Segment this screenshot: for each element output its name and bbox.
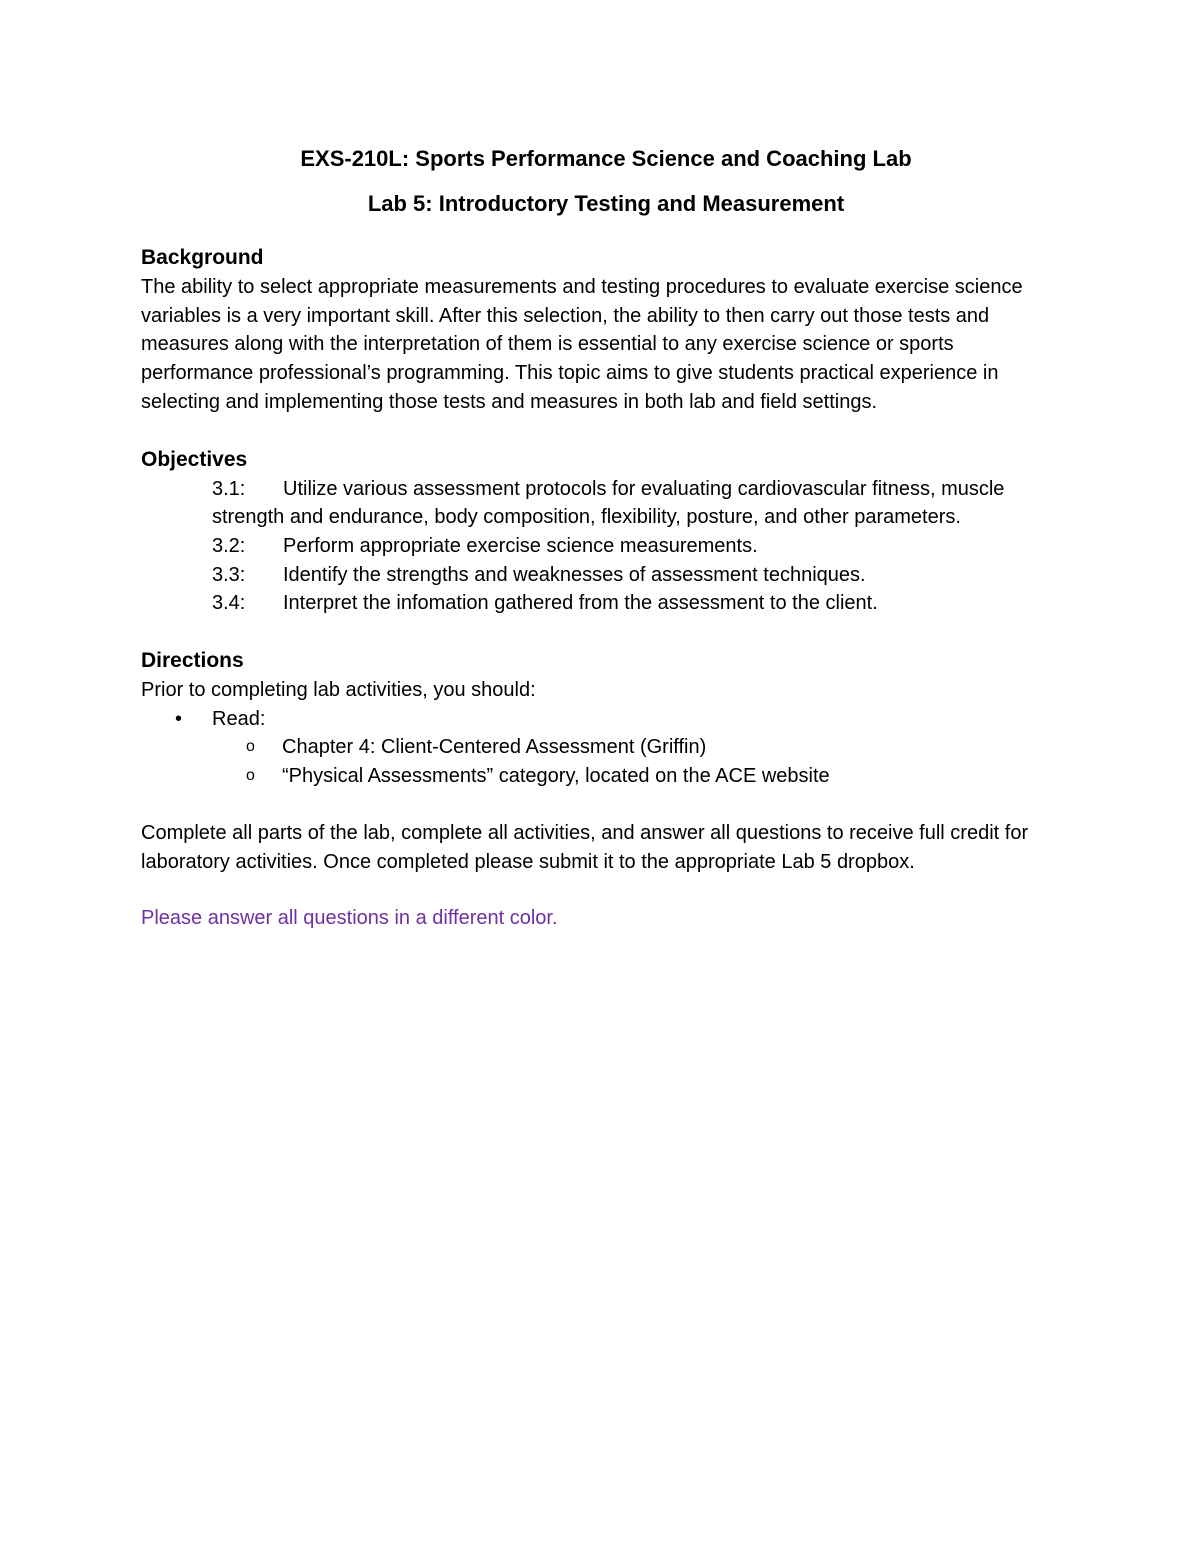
spacer: [141, 791, 1071, 819]
reading-sub-list: [141, 733, 1071, 790]
course-title: EXS-210L: Sports Performance Science and Coaching Lab: [300, 146, 912, 171]
sub-item-text: Chapter 4: Client-Centered Assessment (Griffin): [282, 736, 707, 759]
directions-intro: Prior to completing lab activities, you should:: [141, 679, 536, 702]
objectives-heading: Objectives: [141, 447, 248, 471]
sub-item-ace-website: [141, 762, 1071, 791]
bullet-label: Read:: [212, 707, 266, 730]
objective-number: 3.2:: [212, 534, 246, 557]
sub-item-chapter: [141, 733, 1071, 762]
spacer: [141, 876, 1071, 904]
objective-text: Utilize various assessment protocols for evaluating cardiovascular fitness, muscle strength and endurance, body composition, flexibility, posture, and other parameters.: [212, 477, 1005, 529]
objective-number: 3.4:: [212, 592, 246, 615]
background-heading: Background: [141, 246, 264, 269]
sub-item-text: “Physical Assessments” category, located on the ACE website: [282, 765, 830, 788]
bullet-item-read: [141, 705, 1071, 734]
objectives-list: [141, 475, 1071, 619]
objective-item: [212, 561, 1071, 590]
objective-text: Identify the strengths and weaknesses of assessment techniques.: [283, 563, 866, 586]
document-body: [141, 144, 1071, 933]
objective-item: [212, 475, 1071, 532]
objective-item: [212, 532, 1071, 561]
hollow-bullet-icon: o: [246, 738, 255, 756]
directions-bullet-list: [141, 705, 1071, 734]
directions-heading: Directions: [141, 649, 244, 673]
objective-text: Interpret the infomation gathered from the assessment to the client.: [283, 592, 878, 615]
lab-title: Lab 5: Introductory Testing and Measurement: [367, 191, 845, 216]
objective-text: Perform appropriate exercise science measurements.: [283, 534, 758, 557]
spacer: [141, 618, 1071, 646]
completion-text: Complete all parts of the lab, complete all activities, and answer all questions to receive full credit for laboratory activities. Once completed please submit it to the appropriate Lab 5 dropbox.: [141, 821, 1029, 873]
objective-item: [212, 589, 1071, 618]
bullet-icon: •: [175, 707, 183, 730]
objective-number: 3.1:: [212, 477, 246, 500]
objective-number: 3.3:: [212, 563, 246, 586]
color-note: Please answer all questions in a different color.: [141, 907, 558, 930]
background-text: The ability to select appropriate measurements and testing procedures to evaluate exercise science variables is a very important skill. After this selection, the ability to then carry out those tests and measures along with the interpretation of them is essential to any exercise science or sports performance professional’s programming. This topic aims to give students practical experience in selecting and implementing those tests and measures in both lab and field settings.: [141, 276, 1023, 413]
hollow-bullet-icon: o: [246, 767, 255, 785]
spacer: [141, 417, 1071, 445]
